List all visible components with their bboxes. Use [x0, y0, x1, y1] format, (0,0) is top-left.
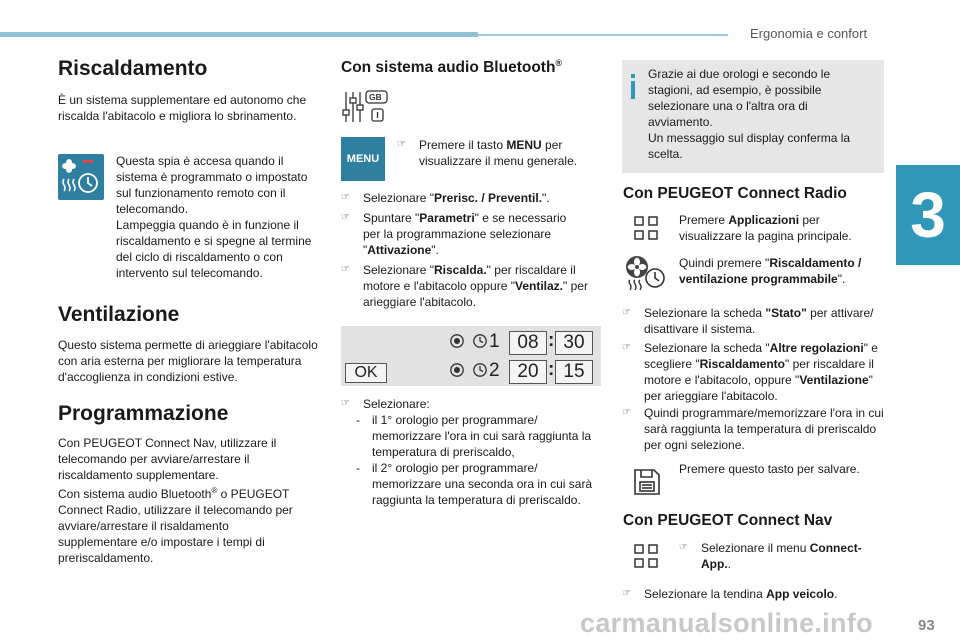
nav-step-connect-app: ☞ Selezionare il menu Connect-App..: [679, 541, 862, 571]
step-select-clock: ☞ Selezionare:: [341, 397, 430, 411]
clock-panel: [341, 326, 601, 386]
bullet-icon: ☞: [341, 192, 350, 203]
gb-label: GB: [369, 92, 382, 102]
bullet-icon: ☞: [622, 588, 631, 599]
bullet-icon: ☞: [341, 264, 350, 275]
watermark: carmanualsonline.info: [580, 608, 873, 638]
bullet-icon: ☞: [341, 212, 350, 223]
radio-selected-icon[interactable]: [449, 333, 465, 349]
ok-button[interactable]: OK: [345, 363, 387, 383]
programmazione-radio-text: Con sistema audio Bluetooth® o PEUGEOT Connect Radio, utilizzare il telecomando per avviare/arrestare il risaldamento supplementare e/o impostare i tempi di preriscaldamento.: [58, 486, 293, 565]
heading-ventilazione: Ventilazione: [58, 303, 180, 326]
step-riscalda: ☞ Selezionare "Riscalda." per riscaldare il motore e l'abitacolo oppure "Ventilaz." per arieggiare l'abitacolo.: [341, 263, 588, 309]
nav-step-app-veicolo: ☞ Selezionare la tendina App veicolo.: [622, 587, 838, 601]
step-parametri: ☞ Spuntare "Parametri" e se necessario per la programmazione selezionare "Attivazione".: [341, 211, 567, 257]
heading-bluetooth: Con sistema audio Bluetooth®: [341, 58, 563, 77]
radio-step-save: Premere questo tasto per salvare.: [679, 462, 860, 476]
menu-key-icon: MENU: [341, 137, 385, 181]
clock-option-1: - il 1° orologio per programmare/ memorizzare l'ora in cui sarà raggiunta la temperatura di preriscaldo,: [356, 413, 592, 459]
bullet-icon: ☞: [622, 407, 631, 418]
header-line: [478, 34, 728, 36]
clock-2-label: 2: [489, 360, 500, 381]
clock-1-minutes[interactable]: 30: [555, 331, 593, 355]
heading-programmazione: Programmazione: [58, 402, 229, 425]
clock-2-minutes[interactable]: 15: [555, 360, 593, 384]
applications-grid-icon: [634, 544, 658, 568]
heater-lamp-icon: [58, 154, 104, 200]
time-separator: :: [548, 330, 555, 351]
radio-step-altre-regolazioni: ☞ Selezionare la scheda "Altre regolazioni" e scegliere "Riscaldamento" per riscaldare il motore e l'abitacolo, oppure "Ventilazione" per arieggiare l'abitacolo.: [622, 341, 878, 403]
clock-icon: [472, 362, 488, 378]
bullet-icon: ☞: [622, 342, 631, 353]
save-icon: [632, 467, 662, 497]
programmable-heating-icon: [624, 254, 666, 292]
info-bar: [631, 81, 635, 99]
info-box: [622, 60, 884, 173]
lamp-blink-description: Lampeggia quando è in funzione il riscaldamento e si spegne al termine del ciclo di riscaldamento o con intervento sul telecomando.: [116, 218, 312, 280]
info-text-confirm: Un messaggio sul display conferma la scelta.: [648, 131, 851, 161]
radio-step-applications: Premere Applicazioni per visualizzare la pagina principale.: [679, 213, 852, 243]
clock-1-hours[interactable]: 08: [509, 331, 547, 355]
riscaldamento-intro: È un sistema supplementare ed autonomo che riscalda l'abitacolo e migliora lo sbrinamento.: [58, 93, 307, 123]
clock-option-2: - il 2° orologio per programmare/ memorizzare una seconda ora in cui sarà raggiunta la temperatura di preriscaldo.: [356, 461, 593, 507]
heading-connect-nav: Con PEUGEOT Connect Nav: [623, 512, 833, 529]
bullet-icon: ☞: [341, 398, 350, 409]
heading-riscaldamento: Riscaldamento: [58, 57, 208, 80]
clock-icon: [472, 333, 488, 349]
bullet-icon: ☞: [679, 542, 688, 553]
time-separator: :: [548, 359, 555, 380]
ventilazione-text: Questo sistema permette di arieggiare l'abitacolo con aria esterna per migliorare la temperatura d'accoglienza in condizioni estive.: [58, 338, 318, 384]
chapter-tab: 3: [896, 165, 960, 265]
language-settings-icon: [341, 88, 389, 126]
heading-connect-radio: Con PEUGEOT Connect Radio: [623, 185, 847, 202]
bullet-icon: ☞: [397, 139, 406, 150]
radio-step-stato: ☞ Selezionare la scheda "Stato" per attivare/ disattivare il sistema.: [622, 306, 874, 336]
bullet-icon: ☞: [622, 307, 631, 318]
page-number: 93: [918, 617, 935, 634]
programmazione-nav-text: Con PEUGEOT Connect Nav, utilizzare il telecomando per avviare/arrestare il riscaldamento supplementare.: [58, 436, 277, 482]
applications-grid-icon: [634, 216, 658, 240]
radio-step-programmare: ☞ Quindi programmare/memorizzare l'ora in cui sarà raggiunta la temperatura di preriscaldo per ogni selezione.: [622, 406, 884, 452]
step-press-menu: ☞ Premere il tasto MENU per visualizzare il menu generale.: [397, 138, 578, 168]
info-text: Grazie ai due orologi e secondo le stagioni, ad esempio, è possibile selezionare una o l'altra ora di avviamento.: [648, 67, 831, 129]
section-title: Ergonomia e confort: [750, 26, 868, 41]
info-dot: [631, 74, 635, 78]
clock-2-hours[interactable]: 20: [509, 360, 547, 384]
step-select-prerisc: ☞ Selezionare "Prerisc. / Preventil.".: [341, 191, 550, 205]
clock-1-label: 1: [489, 331, 500, 352]
header-bar: [0, 32, 478, 37]
radio-step-programmable: Quindi premere "Riscaldamento / ventilazione programmabile".: [679, 256, 862, 286]
lamp-description: Questa spia è accesa quando il sistema è programmato o impostato sul funzionamento remoto con il telecomando.: [116, 154, 308, 216]
radio-selected-icon[interactable]: [449, 362, 465, 378]
